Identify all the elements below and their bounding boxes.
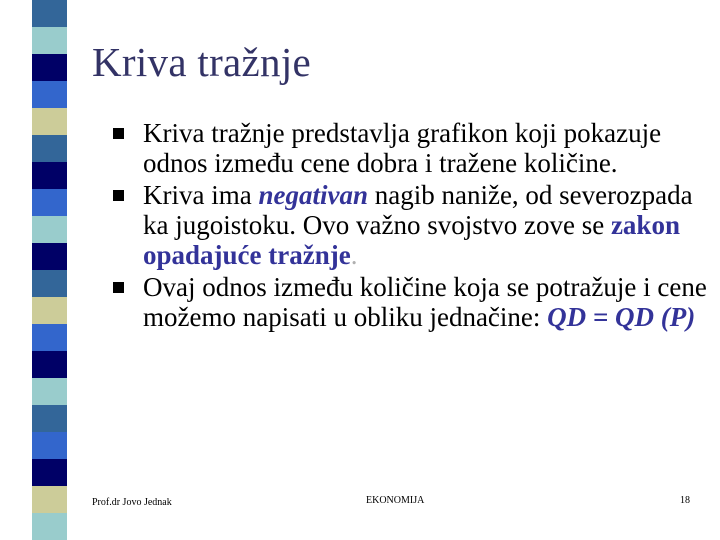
bullet-list [113, 118, 713, 334]
stripe-block [32, 81, 67, 108]
stripe-block [32, 297, 67, 324]
bullet-text: Kriva ima [143, 180, 259, 210]
stripe-block [32, 351, 67, 378]
slide-title: Kriva tražnje [92, 39, 312, 85]
stripe-block [32, 0, 67, 27]
stripe-block [32, 378, 67, 405]
stripe-block [32, 324, 67, 351]
emphasis-negativan: negativan [258, 180, 368, 210]
emphasis-law: zakon opadajuće tražnje [143, 210, 680, 270]
stripe-block [32, 135, 67, 162]
square-bullet-icon [113, 190, 124, 201]
bullet-item [113, 118, 713, 178]
stripe-block [32, 54, 67, 81]
stripe-block [32, 189, 67, 216]
stripe-block [32, 432, 67, 459]
decorative-stripe [32, 0, 67, 540]
stripe-block [32, 270, 67, 297]
stripe-block [32, 108, 67, 135]
stripe-block [32, 243, 67, 270]
footer-subject: EKONOMIJA [366, 495, 425, 506]
formula: QD = QD (P) [547, 302, 696, 332]
footer-page-number: 18 [680, 495, 690, 506]
square-bullet-icon [113, 282, 124, 293]
stripe-block [32, 162, 67, 189]
bullet-item [113, 180, 713, 270]
footer-author: Prof.dr Jovo Jednak [92, 497, 172, 508]
bullet-period: . [350, 240, 358, 270]
bullet-text: nagib naniže, od severozpada ka jugoistoku. Ovo važno svojstvo zove se [143, 180, 693, 240]
stripe-block [32, 486, 67, 513]
stripe-block [32, 27, 67, 54]
stripe-block [32, 459, 67, 486]
stripe-block [32, 405, 67, 432]
bullet-text: Ovaj odnos između količine koja se potražuje i cene možemo napisati u obliku jednačine: [143, 272, 707, 332]
stripe-block [32, 513, 67, 540]
square-bullet-icon [113, 128, 124, 139]
stripe-block [32, 216, 67, 243]
bullet-text: Kriva tražnje predstavlja grafikon koji pokazuje odnos između cene dobra i tražene količine. [143, 118, 662, 178]
bullet-item [113, 272, 713, 332]
